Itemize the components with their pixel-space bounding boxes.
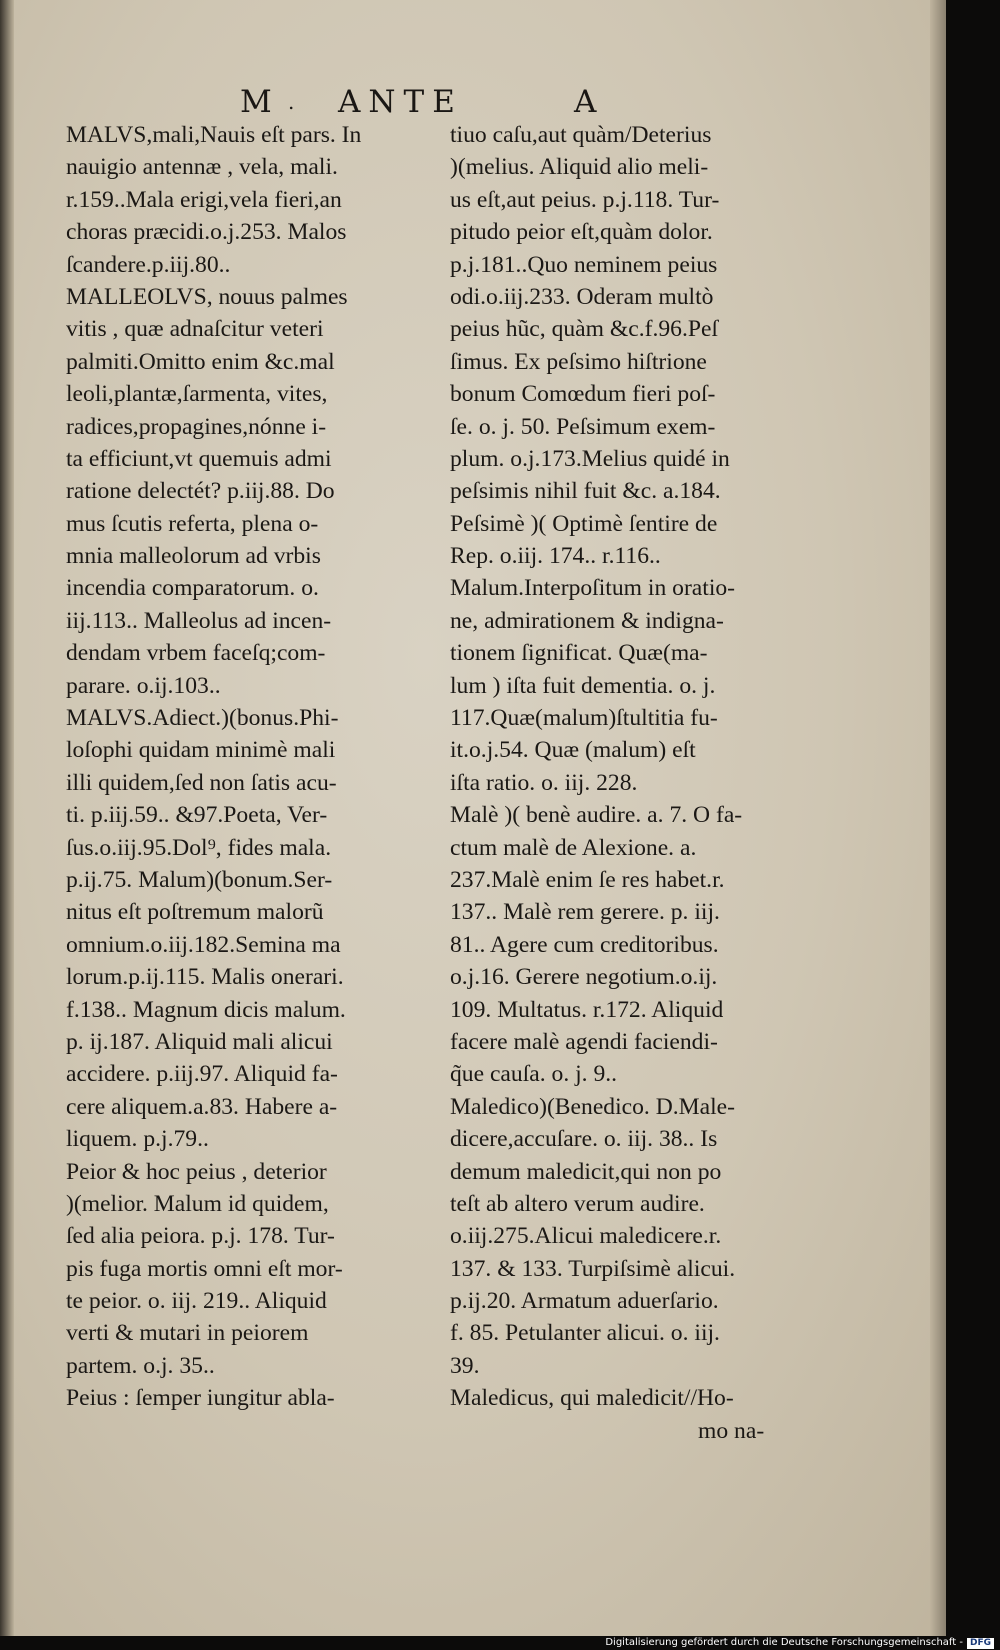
text-line: Malè )( benè audire. a. 7. O fa- (450, 802, 743, 829)
text-line: 117.Quæ(malum)ſtultitia fu- (450, 705, 718, 732)
text-line: 137. & 133. Turpiſsimè alicui. (450, 1255, 736, 1282)
running-header (0, 84, 946, 124)
text-line: tionem ſignificat. Quæ(ma- (450, 640, 708, 667)
text-line: 237.Malè enim ſe res habet.r. (450, 866, 725, 893)
text-line: MALVS,mali,Nauis eſt pars. In (66, 122, 362, 148)
text-line: ratione delectét? p.iij.88. Do (66, 478, 335, 505)
text-line: accidere. p.iij.97. Aliquid fa- (66, 1061, 338, 1088)
text-line: p.ij.20. Armatum aduerſario. (450, 1288, 719, 1315)
text-line: Maledicus, qui maledicit//Ho- (450, 1385, 734, 1412)
text-line: Maledico)(Benedico. D.Male- (450, 1093, 735, 1120)
text-line: f. 85. Petulanter alicui. o. iij. (450, 1320, 720, 1347)
text-line: Peior & hoc peius , deterior (66, 1158, 327, 1185)
text-line: pis fuga mortis omni eſt mor- (66, 1255, 343, 1282)
header-dot: . (288, 90, 295, 114)
text-line: MALVS.Adiect.)(bonus.Phi- (66, 705, 339, 732)
text-line: 137.. Malè rem gerere. p. iij. (450, 899, 720, 926)
text-line: incendia comparatorum. o. (66, 575, 319, 602)
text-line: ſus.o.iij.95.Dol⁹, fides mala. (66, 834, 332, 861)
text-line: o.iij.275.Alicui maledicere.r. (450, 1223, 722, 1250)
text-line: omnium.o.iij.182.Semina ma (66, 931, 341, 958)
text-line: ſcandere.p.iij.80.. (66, 251, 231, 278)
text-line: Peius : ſemper iungitur abla- (66, 1385, 335, 1412)
text-line: cere aliquem.a.83. Habere a- (66, 1093, 338, 1120)
text-line: leoli,plantæ,ſarmenta, vites, (66, 381, 328, 408)
text-line: pitudo peior eſt,quàm dolor. (450, 219, 713, 246)
text-line: 109. Multatus. r.172. Aliquid (450, 996, 724, 1023)
right-column (450, 119, 808, 1447)
text-line: tiuo caſu,aut quàm/Deterius (450, 122, 712, 148)
text-line: lorum.p.ij.115. Malis onerari. (66, 964, 344, 991)
text-line: p.j.181..Quo neminem peius (450, 251, 718, 278)
text-line: 81.. Agere cum creditoribus. (450, 931, 719, 958)
text-line: ne, admirationem & indigna- (450, 607, 724, 634)
header-left: M (240, 84, 272, 120)
text-line: q̃ue cauſa. o. j. 9.. (450, 1061, 618, 1088)
credit-text: Digitalisierung gefördert durch die Deutsche Forschungsgemeinschaft - (605, 1637, 963, 1648)
text-line: lum ) iſta fuit dementia. o. j. (450, 672, 716, 699)
text-line: o.j.16. Gerere negotium.o.ij. (450, 964, 718, 991)
text-line: ſe. o. j. 50. Peſsimum exem- (450, 413, 716, 440)
text-line: odi.o.iij.233. Oderam multò (450, 283, 714, 310)
text-line: Rep. o.iij. 174.. r.116.. (450, 543, 661, 570)
dfg-logo: DFG (967, 1638, 994, 1649)
text-line: illi quidem,ſed non ſatis acu- (66, 769, 337, 796)
text-line: te peior. o. iij. 219.. Aliquid (66, 1288, 327, 1315)
text-line: demum maledicit,qui non po (450, 1158, 722, 1185)
text-line: verti & mutari in peiorem (66, 1320, 309, 1347)
text-line: nauigio antennæ , vela, mali. (66, 154, 338, 181)
text-line: choras præcidi.o.j.253. Malos (66, 219, 347, 246)
text-line: )(melius. Aliquid alio meli- (450, 154, 709, 181)
text-line: ſimus. Ex peſsimo hiſtrione (450, 348, 707, 375)
text-line: vitis , quæ adnaſcitur veteri (66, 316, 324, 343)
text-line: liquem. p.j.79.. (66, 1126, 209, 1153)
text-line: ctum malè de Alexione. a. (450, 834, 697, 861)
text-line: ſed alia peiora. p.j. 178. Tur- (66, 1223, 335, 1250)
text-line: p. ij.187. Aliquid mali alicui (66, 1028, 333, 1055)
text-line: mnia malleolorum ad vrbis (66, 543, 321, 570)
text-line: peius hũc, quàm &c.f.96.Peſ (450, 316, 718, 343)
digitization-credit (605, 1636, 994, 1650)
text-line: loſophi quidam minimè mali (66, 737, 336, 764)
header-right: A (574, 84, 597, 120)
text-line: teſt ab altero verum audire. (450, 1190, 705, 1217)
page-edge (930, 0, 946, 1636)
text-line: peſsimis nihil fuit &c. a.184. (450, 478, 721, 505)
text-line: dicere,accuſare. o. iij. 38.. Is (450, 1126, 718, 1153)
text-line: partem. o.j. 35.. (66, 1352, 215, 1379)
left-column (66, 119, 418, 1415)
text-line: nitus eſt poſtremum malorũ (66, 899, 324, 926)
text-line: palmiti.Omitto enim &c.mal (66, 348, 335, 375)
text-line: Peſsimè )( Optimè ſentire de (450, 510, 718, 537)
text-line: p.ij.75. Malum)(bonum.Ser- (66, 866, 333, 893)
text-line: r.159..Mala erigi,vela fieri,an (66, 186, 342, 213)
text-line: facere malè agendi faciendi- (450, 1028, 718, 1055)
text-line: iſta ratio. o. iij. 228. (450, 769, 638, 796)
text-line: it.o.j.54. Quæ (malum) eſt (450, 737, 696, 764)
text-line: parare. o.ij.103.. (66, 672, 221, 699)
text-line: iij.113.. Malleolus ad incen- (66, 607, 332, 634)
text-line: MALLEOLVS, nouus palmes (66, 283, 348, 310)
text-line: ti. p.iij.59.. &97.Poeta, Ver- (66, 802, 328, 829)
text-line: 39. (450, 1352, 480, 1379)
text-line: mo na- (698, 1417, 765, 1444)
binding-gutter (0, 0, 14, 1636)
text-line: Malum.Interpoſitum in oratio- (450, 575, 736, 602)
text-line: plum. o.j.173.Melius quidé in (450, 445, 730, 472)
text-line: us eſt,aut peius. p.j.118. Tur- (450, 186, 720, 213)
text-line: dendam vrbem faceſq;com- (66, 640, 326, 667)
text-line: bonum Comœdum fieri poſ- (450, 381, 716, 408)
text-line: mus ſcutis referta, plena o- (66, 510, 319, 537)
text-line: )(melior. Malum id quidem, (66, 1190, 329, 1217)
text-line: ta efficiunt,vt quemuis admi (66, 445, 332, 472)
text-line: radices,propagines,nónne i- (66, 413, 327, 440)
header-center: ANTE (338, 84, 463, 120)
text-line: f.138.. Magnum dicis malum. (66, 996, 346, 1023)
